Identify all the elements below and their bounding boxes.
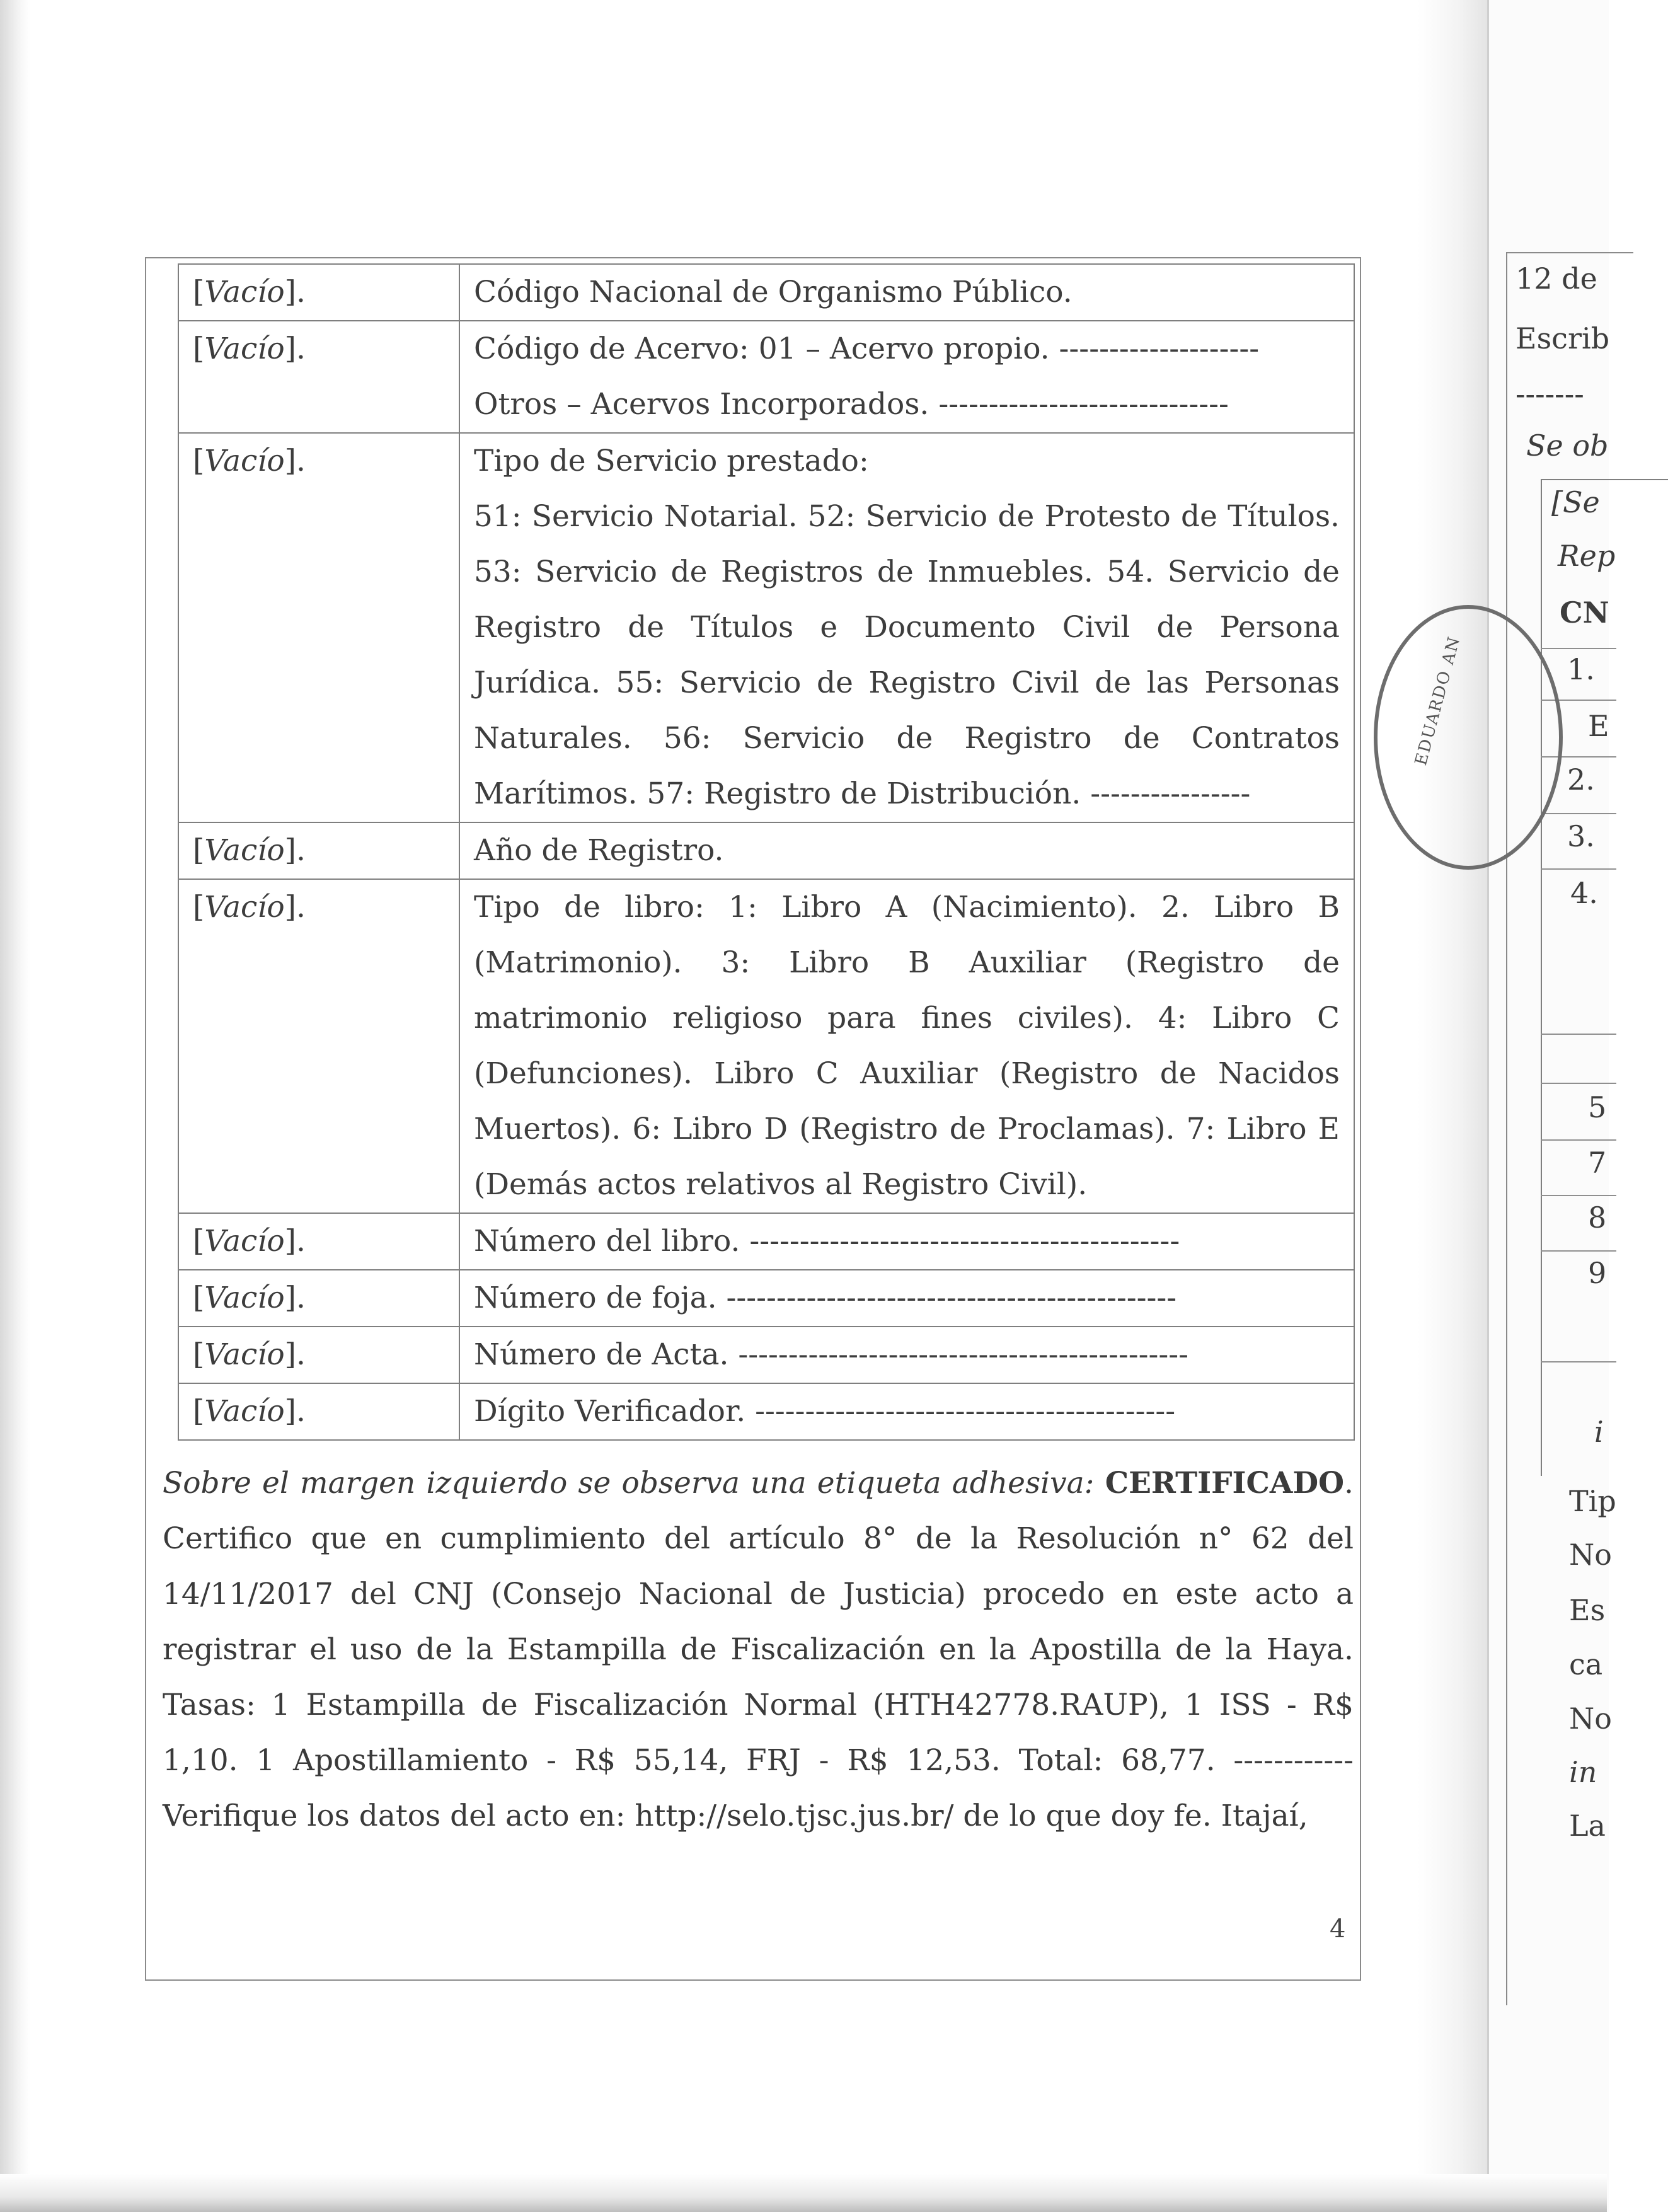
adjacent-text: 1.	[1567, 652, 1595, 686]
adjacent-text: Rep	[1558, 539, 1616, 573]
adjacent-text: Escrib	[1516, 321, 1610, 355]
adjacent-text: No	[1569, 1538, 1612, 1572]
page-left-edge	[0, 0, 30, 2212]
seal-lettering: EDUARDO AN	[1412, 633, 1464, 768]
adjacent-rule	[1541, 813, 1616, 814]
field-label: [Vacío].	[178, 822, 459, 879]
adjacent-text: 7	[1588, 1146, 1607, 1180]
record-field-table	[178, 263, 1355, 1441]
adjacent-rule	[1541, 1034, 1616, 1035]
certification-paragraph	[163, 1456, 1354, 1844]
adjacent-text: E	[1588, 709, 1609, 743]
adjacent-text: ca	[1569, 1647, 1603, 1681]
adjacent-rule	[1541, 1250, 1616, 1252]
adjacent-text: 9	[1588, 1256, 1607, 1290]
adjacent-text: Tip	[1569, 1484, 1616, 1518]
adjacent-text: 2.	[1567, 763, 1595, 797]
field-label: [Vacío].	[178, 879, 459, 1213]
table-row	[178, 879, 1354, 1213]
field-label: [Vacío].	[178, 1270, 459, 1327]
page-gutter-shadow	[1418, 0, 1487, 2212]
adjacent-text: Es	[1569, 1593, 1606, 1627]
adjacent-text: 12 de	[1516, 262, 1597, 296]
adjacent-text: [Se	[1551, 485, 1600, 519]
certificado-keyword: CERTIFICADO	[1105, 1466, 1345, 1501]
adjacent-rule	[1541, 1083, 1616, 1084]
adjacent-rule	[1541, 1361, 1616, 1362]
table-row	[178, 1270, 1354, 1327]
field-label: [Vacío].	[178, 1383, 459, 1440]
table-row	[178, 1327, 1354, 1383]
adjacent-rule	[1541, 1139, 1616, 1141]
field-label: [Vacío].	[178, 433, 459, 822]
page-bottom-edge	[0, 2174, 1607, 2212]
table-row	[178, 1383, 1354, 1440]
table-row	[178, 264, 1354, 321]
field-description: Número de Acta. ---------------------------------------------	[459, 1327, 1354, 1383]
paragraph-intro: Sobre el margen izquierdo se observa una etiqueta adhesiva:	[163, 1466, 1095, 1501]
field-label: [Vacío].	[178, 1327, 459, 1383]
adjacent-text: in	[1569, 1755, 1597, 1789]
table-row	[178, 321, 1354, 433]
adjacent-rule	[1541, 1195, 1616, 1196]
adjacent-text: 4.	[1570, 876, 1598, 910]
table-row	[178, 822, 1354, 879]
adjacent-text: -------	[1516, 377, 1584, 411]
adjacent-text: 3.	[1567, 819, 1595, 853]
adjacent-text: No	[1569, 1702, 1612, 1736]
table-row	[178, 433, 1354, 822]
adjacent-text: 5	[1588, 1090, 1607, 1124]
adjacent-text: 8	[1588, 1201, 1607, 1235]
field-label: [Vacío].	[178, 1213, 459, 1270]
notary-seal-icon	[1374, 605, 1563, 870]
table-row	[178, 1213, 1354, 1270]
field-description: Tipo de Servicio prestado: 51: Servicio Notarial. 52: Servicio de Protesto de Títulos. 53: Servicio de Registros de Inmuebles. 54. Servicio de Registro de Títulos e Documento Civil de Persona Jurídica. 55: Servicio de Registro Civil de las Personas Naturales. 56: Servicio de Registro de Contratos Marítimos. 57: Registro de Distribución. ----------------	[459, 433, 1354, 822]
field-description: Dígito Verificador. ------------------------------------------	[459, 1383, 1354, 1440]
adjacent-rule	[1541, 868, 1616, 870]
field-description: Año de Registro.	[459, 822, 1354, 879]
page-number: 4	[1330, 1915, 1346, 1944]
field-description: Código Nacional de Organismo Público.	[459, 264, 1354, 321]
adjacent-text: i	[1594, 1415, 1604, 1449]
adjacent-text: CN	[1560, 596, 1609, 630]
field-label: [Vacío].	[178, 321, 459, 433]
adjacent-rule	[1541, 648, 1616, 649]
paragraph-body: . Certifico que en cumplimiento del artículo 8° de la Resolución n° 62 del 14/11/2017 del CNJ (Consejo Nacional de Justicia) procedo en este acto a registrar el uso de la Estampilla de Fiscalización en la Apostilla de la Haya. Tasas: 1 Estampilla de Fiscalización Normal (HTH42778.RAUP), 1 ISS - R$ 1,10. 1 Apostillamiento - R$ 55,14, FRJ - R$ 12,53. Total: 68,77. ------------ Verifique los datos del acto en: http://selo.tjsc.jus.br/ de lo que doy fe. Itajaí,	[163, 1466, 1354, 1833]
adjacent-text: La	[1569, 1809, 1606, 1843]
field-description: Número de foja. ---------------------------------------------	[459, 1270, 1354, 1327]
field-description: Tipo de libro: 1: Libro A (Nacimiento). 2. Libro B (Matrimonio). 3: Libro B Auxiliar (Registro de matrimonio religioso para fines civiles). 4: Libro C (Defunciones). Libro C Auxiliar (Registro de Nacidos Muertos). 6: Libro D (Registro de Proclamas). 7: Libro E (Demás actos relativos al Registro Civil).	[459, 879, 1354, 1213]
field-description: Número del libro. -------------------------------------------	[459, 1213, 1354, 1270]
field-description: Código de Acervo: 01 – Acervo propio. -------------------- Otros – Acervos Incorporados. -----------------------------	[459, 321, 1354, 433]
adjacent-text: Se ob	[1526, 429, 1609, 463]
field-label: [Vacío].	[178, 264, 459, 321]
